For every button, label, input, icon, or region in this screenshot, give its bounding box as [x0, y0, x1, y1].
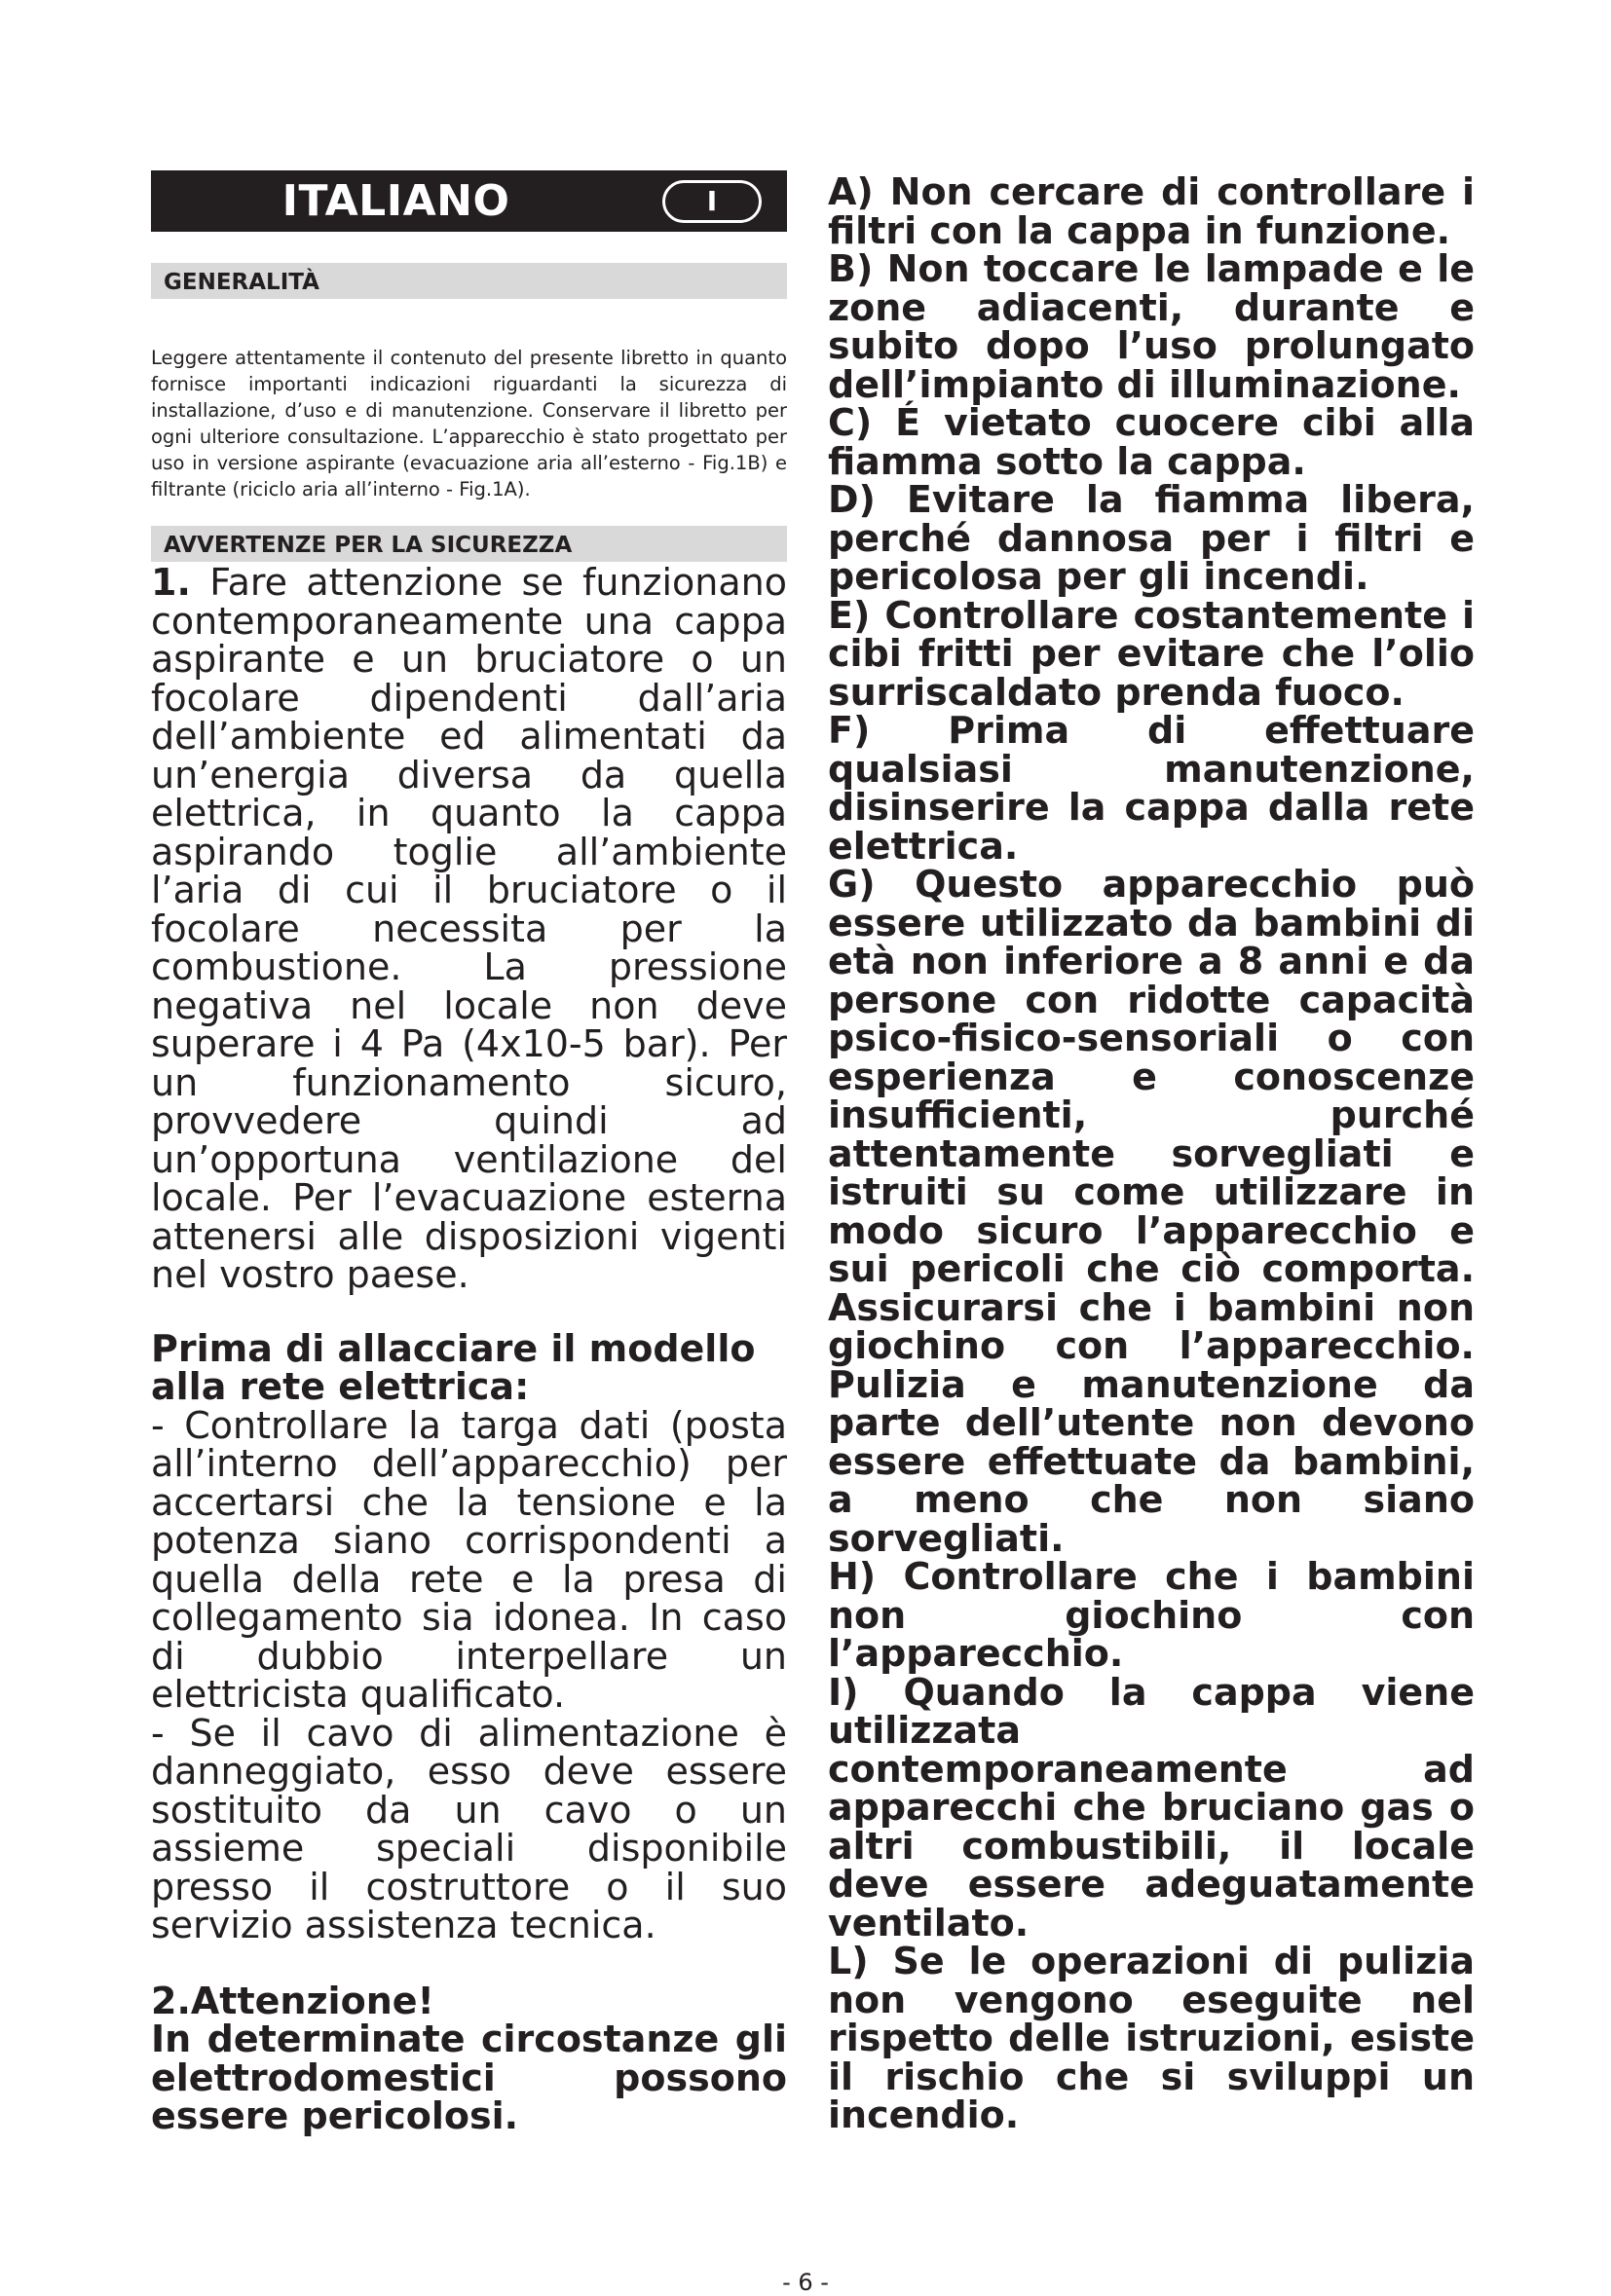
safety-item-1 [151, 561, 787, 1296]
attention-heading: 2.Attenzione! [151, 1979, 434, 2022]
language-title-bar [151, 170, 787, 232]
rule-i: I) Quando la cappa viene utilizzata contemporaneamente ad apparecchi che bruciano gas o altri combustibili, il locale deve essere adeguatamente ventilato. [828, 1670, 1475, 1944]
rule-c: C) É vietato cuocere cibi alla fiamma sotto la cappa. [828, 401, 1475, 483]
safety-heading: AVVERTENZE PER LA SICUREZZA [151, 526, 787, 562]
rule-f: F) Prima di effettuare qualsiasi manutenzione, disinserire la cappa dalla rete elettrica. [828, 709, 1475, 868]
rule-l: L) Se le operazioni di pulizia non vengono eseguite nel rispetto delle istruzioni, esiste il rischio che si sviluppi un incendio. [828, 1940, 1475, 2136]
attention-text: In determinate circostanze gli elettrodomestici possono essere pericolosi. [151, 2018, 787, 2137]
power-cable-text: - Se il cavo di alimentazione è danneggiato, esso deve essere sostituito da un cavo o un assieme speciali disponibile presso il costruttore o il suo servizio assistenza tecnica. [151, 1711, 787, 1946]
rule-a: A) Non cercare di controllare i filtri con la cappa in funzione. [828, 170, 1475, 252]
language-badge: I [662, 180, 762, 223]
general-heading: GENERALITÀ [151, 263, 787, 299]
before-connecting-heading: Prima di allacciare il modello alla rete elettrica: [151, 1326, 756, 1408]
item-1-text: Fare attenzione se funzionano contemporaneamente una cappa aspirante e un bruciatore o un focolare dipendenti dall’aria dell’ambiente ed alimentati da un’energia diversa da quella elettrica, in quanto la cappa aspirando toglie all’ambiente l’aria di cui il bruciatore o il focolare necessita per la combustione. La pressione negativa nel locale non deve superare i 4 Pa (4x10-5 bar). Per un funzionamento sicuro, provvedere quindi ad un’opportuna ventilazione del locale. Per l’evacuazione esterna attenersi alle disposizioni vigenti nel vostro paese. [151, 561, 787, 1296]
language-title: ITALIANO [281, 176, 510, 226]
left-column [151, 170, 787, 2136]
rule-e: E) Controllare costantemente i cibi fritti per evitare che l’olio surriscaldato prenda fuoco. [828, 593, 1475, 714]
rule-d: D) Evitare la fiamma libera, perché dannosa per i filtri e pericolosa per gli incendi. [828, 478, 1475, 598]
rule-h: H) Controllare che i bambini non giochino con l’apparecchio. [828, 1555, 1475, 1675]
check-rating-plate-text: - Controllare la targa dati (posta all’interno dell’apparecchio) per accertarsi che la tensione e la potenza siano corrispondenti a quella della rete e la presa di collegamento sia idonea. In caso di dubbio interpellare un elettricista qualificato. [151, 1403, 787, 1716]
page-number: - 6 - [782, 2269, 829, 2296]
general-paragraph: Leggere attentamente il contenuto del presente libretto in quanto fornisce importanti indicazioni riguardanti la sicurezza di installazione, d’uso e di manutenzione. Conservare il libretto per ogni ulteriore consultazione. L’apparecchio è stato progettato per uso in versione aspirante (evacuazione aria all’esterno - Fig.1B) e filtrante (riciclo aria all’interno - Fig.1A). [151, 347, 787, 500]
right-column [828, 170, 1475, 2136]
rule-b: B) Non toccare le lampade e le zone adiacenti, durante e subito dopo l’uso prolungato dell’impianto di illuminazione. [828, 247, 1475, 406]
item-1-number: 1. [151, 561, 191, 604]
rule-g: G) Questo apparecchio può essere utilizzato da bambini di età non inferiore a 8 anni e da persone con ridotte capacità psico-fisico-sensoriali o con esperienza e conoscenze insufficienti, purché attentamente sorvegliati e istruiti su come utilizzare in modo sicuro l’apparecchio e sui pericoli che ciò comporta. Assicurarsi che i bambini non giochino con l’apparecchio. Pulizia e manutenzione da parte dell’utente non devono essere effettuate da bambini, a meno che non siano sorvegliati. [828, 863, 1475, 1560]
